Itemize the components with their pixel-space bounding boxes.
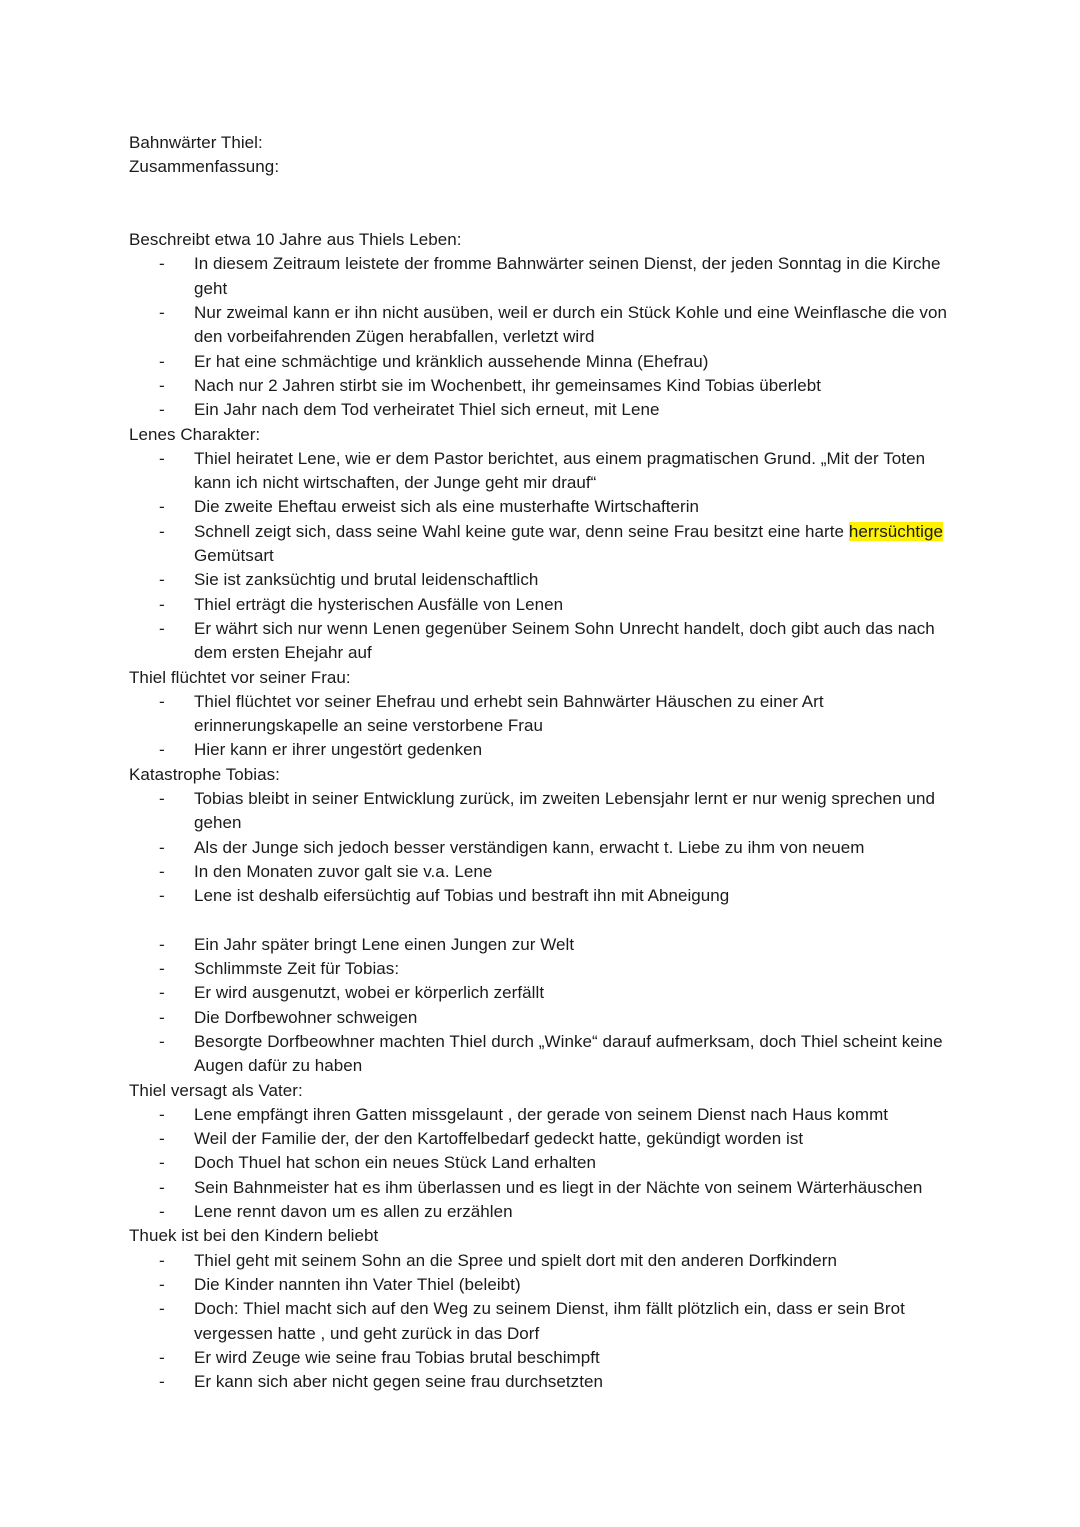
bullet-dash: - xyxy=(159,448,165,468)
bullet-list xyxy=(129,1249,959,1395)
section-heading: Katastrophe Tobias: xyxy=(129,764,280,784)
list-item-text: Er hat eine schmächtige und kränklich aussehende Minna (Ehefrau) xyxy=(194,351,709,371)
list-item-text: Thiel flüchtet vor seiner Ehefrau und erhebt sein Bahnwärter Häuschen zu einer Art erinnerungskapelle an seine verstorbene Frau xyxy=(194,691,824,736)
list-item xyxy=(129,690,959,739)
section-heading: Thiel flüchtet vor seiner Frau: xyxy=(129,667,351,687)
bullet-dash: - xyxy=(159,691,165,711)
list-item xyxy=(129,836,959,860)
list-item xyxy=(129,1151,959,1175)
list-item xyxy=(129,350,959,374)
list-item-text: Als der Junge sich jedoch besser verständigen kann, erwacht t. Liebe zu ihm von neuem xyxy=(194,837,865,857)
bullet-dash: - xyxy=(159,837,165,857)
list-item xyxy=(129,1200,959,1224)
list-item xyxy=(129,593,959,617)
list-item xyxy=(129,1176,959,1200)
bullet-dash: - xyxy=(159,1347,165,1367)
list-item xyxy=(129,1006,959,1030)
list-item-text: In diesem Zeitraum leistete der fromme Bahnwärter seinen Dienst, der jeden Sonntag in die Kirche geht xyxy=(194,254,941,298)
list-item-text: Lene ist deshalb eifersüchtig auf Tobias und bestraft ihn mit Abneigung xyxy=(194,886,730,906)
bullet-dash: - xyxy=(159,1153,165,1173)
section-heading: Thuek ist bei den Kindern beliebt xyxy=(129,1226,379,1246)
list-item xyxy=(129,568,959,592)
list-item-text: Die Dorfbewohner schweigen xyxy=(194,1007,418,1027)
list-item-text: Sie ist zanksüchtig und brutal leidenschaftlich xyxy=(194,570,539,590)
list-item xyxy=(129,884,959,908)
bullet-dash: - xyxy=(159,303,165,323)
list-item-text: Weil der Familie der, der den Kartoffelbedarf gedeckt hatte, gekündigt worden ist xyxy=(194,1129,804,1149)
document-body xyxy=(129,131,959,1394)
bullet-list xyxy=(129,690,959,763)
list-item-text: Er kann sich aber nicht gegen seine frau durchsetzten xyxy=(194,1372,604,1392)
list-item-text: Thiel heiratet Lene, wie er dem Pastor berichtet, aus einem pragmatischen Grund. „Mit der Toten kann ich nicht wirtschaften, der Junge geht mir drauf“ xyxy=(194,448,926,493)
list-item xyxy=(129,374,959,398)
bullet-dash: - xyxy=(159,254,165,274)
bullet-dash: - xyxy=(159,618,165,638)
list-item-text: Thiel erträgt die hysterischen Ausfälle von Lenen xyxy=(194,594,564,614)
list-item xyxy=(129,957,959,981)
bullet-dash: - xyxy=(159,594,165,614)
bullet-dash: - xyxy=(159,983,165,1003)
list-item-text: Schlimmste Zeit für Tobias: xyxy=(194,959,400,979)
list-item-text: Lene rennt davon um es allen zu erzählen xyxy=(194,1202,513,1222)
bullet-dash: - xyxy=(159,740,165,760)
bullet-list xyxy=(129,1103,959,1224)
list-item-text: Die zweite Eheftau erweist sich als eine musterhafte Wirtschafterin xyxy=(194,497,700,517)
list-item xyxy=(129,738,959,762)
section-heading: Beschreibt etwa 10 Jahre aus Thiels Leben: xyxy=(129,230,462,250)
bullet-dash: - xyxy=(159,351,165,371)
bullet-dash: - xyxy=(159,1104,165,1124)
bullet-dash: - xyxy=(159,886,165,906)
list-item xyxy=(129,1273,959,1297)
bullet-dash: - xyxy=(159,570,165,590)
bullet-list xyxy=(129,252,959,422)
bullet-dash: - xyxy=(159,521,165,541)
list-item xyxy=(129,447,959,496)
list-item-text: Nur zweimal kann er ihn nicht ausüben, weil er durch ein Stück Kohle und eine Weinflasche die von den vorbeifahrenden Zügen herabfallen, verletzt wird xyxy=(194,303,947,347)
list-item-text: In den Monaten zuvor galt sie v.a. Lene xyxy=(194,861,493,881)
list-item xyxy=(129,1370,959,1394)
section-heading: Thiel versagt als Vater: xyxy=(129,1080,303,1100)
bullet-dash: - xyxy=(159,497,165,517)
list-item xyxy=(129,252,959,301)
bullet-dash: - xyxy=(159,789,165,809)
list-item xyxy=(129,981,959,1005)
list-item xyxy=(129,398,959,422)
list-item-text: Nach nur 2 Jahren stirbt sie im Wochenbett, ihr gemeinsames Kind Tobias überlebt xyxy=(194,375,822,395)
spacer xyxy=(129,180,959,229)
list-item-text: Er währt sich nur wenn Lenen gegenüber Seinem Sohn Unrecht handelt, doch gibt auch das nach dem ersten Ehejahr auf xyxy=(194,618,935,663)
document-title: Bahnwärter Thiel: xyxy=(129,133,263,152)
list-item xyxy=(129,1249,959,1273)
list-item-text: Er wird Zeuge wie seine frau Tobias brutal beschimpft xyxy=(194,1347,600,1367)
bullet-list xyxy=(129,933,959,1079)
bullet-dash: - xyxy=(159,1129,165,1149)
section-heading: Lenes Charakter: xyxy=(129,424,261,444)
bullet-dash: - xyxy=(159,1299,165,1319)
bullet-dash: - xyxy=(159,1274,165,1294)
bullet-dash: - xyxy=(159,1177,165,1197)
bullet-dash: - xyxy=(159,1031,165,1051)
list-item-text: Hier kann er ihrer ungestört gedenken xyxy=(194,740,483,760)
list-item xyxy=(129,1030,959,1079)
list-item xyxy=(129,301,959,350)
bullet-list xyxy=(129,447,959,666)
bullet-dash: - xyxy=(159,375,165,395)
list-item-text: Besorgte Dorfbeowhner machten Thiel durch „Winke“ darauf aufmerksam, doch Thiel scheint keine Augen dafür zu haben xyxy=(194,1031,943,1076)
list-item xyxy=(129,1297,959,1346)
list-item-text-before: Schnell zeigt sich, dass seine Wahl keine gute war, denn seine Frau besitzt eine harte xyxy=(194,521,849,541)
bullet-dash: - xyxy=(159,934,165,954)
spacer xyxy=(129,909,959,933)
list-item-text: Er wird ausgenutzt, wobei er körperlich zerfällt xyxy=(194,983,545,1003)
list-item xyxy=(129,933,959,957)
list-item xyxy=(129,617,959,666)
list-item-text: Doch: Thiel macht sich auf den Weg zu seinem Dienst, ihm fällt plötzlich ein, dass er sein Brot vergessen hatte , und geht zurück in das Dorf xyxy=(194,1299,905,1343)
list-item xyxy=(129,787,959,836)
bullet-dash: - xyxy=(159,400,165,420)
list-item xyxy=(129,1103,959,1127)
list-item xyxy=(129,495,959,519)
list-item-text: Tobias bleibt in seiner Entwicklung zurück, im zweiten Lebensjahr lernt er nur wenig sprechen und gehen xyxy=(194,789,935,833)
list-item-text: Sein Bahnmeister hat es ihm überlassen und es liegt in der Nächte von seinem Wärterhäuschen xyxy=(194,1177,923,1197)
bullet-dash: - xyxy=(159,959,165,979)
list-item xyxy=(129,520,959,569)
bullet-dash: - xyxy=(159,1202,165,1222)
bullet-list xyxy=(129,787,959,908)
list-item-text: Ein Jahr später bringt Lene einen Jungen zur Welt xyxy=(194,934,575,954)
list-item-text: Lene empfängt ihren Gatten missgelaunt , der gerade von seinem Dienst nach Haus kommt xyxy=(194,1104,889,1124)
list-item-text-after: Gemütsart xyxy=(194,546,274,566)
list-item-text: Die Kinder nannten ihn Vater Thiel (beleibt) xyxy=(194,1274,521,1294)
bullet-dash: - xyxy=(159,861,165,881)
list-item xyxy=(129,1127,959,1151)
list-item-text: Ein Jahr nach dem Tod verheiratet Thiel sich erneut, mit Lene xyxy=(194,400,660,420)
list-item-text: Doch Thuel hat schon ein neues Stück Land erhalten xyxy=(194,1153,596,1173)
highlighted-word: herrsüchtige xyxy=(848,521,943,541)
document-subtitle: Zusammenfassung: xyxy=(129,157,280,177)
bullet-dash: - xyxy=(159,1007,165,1027)
list-item xyxy=(129,860,959,884)
list-item-text: Thiel geht mit seinem Sohn an die Spree und spielt dort mit den anderen Dorfkindern xyxy=(194,1250,837,1270)
list-item xyxy=(129,1346,959,1370)
bullet-dash: - xyxy=(159,1372,165,1392)
bullet-dash: - xyxy=(159,1250,165,1270)
